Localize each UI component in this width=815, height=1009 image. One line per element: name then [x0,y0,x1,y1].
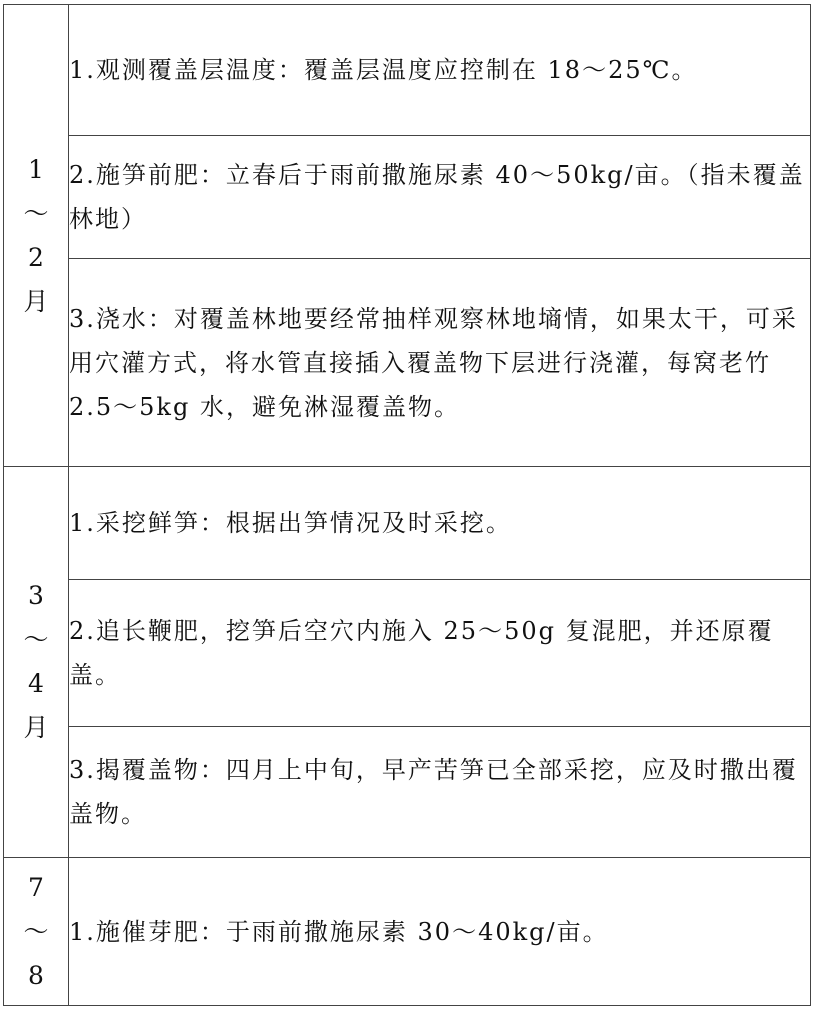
month-label: ～ [23,916,49,946]
month-cell-jan-feb [4,5,69,467]
month-label: 8 [28,960,44,990]
table-row [4,580,811,727]
month-label: 7 [28,872,44,902]
month-label: ～ [23,198,49,228]
month-label: 4 [28,669,44,698]
month-label: ～ [23,625,49,654]
month-label: 月 [23,713,49,742]
month-cell-jul-aug [4,858,69,1006]
table-row [4,259,811,467]
task-cell [69,136,811,259]
task-text: 1.施催芽肥：于雨前撒施尿素 30～40kg/亩。 [69,917,609,946]
table-row [4,467,811,580]
month-label: 2 [28,242,44,272]
task-text: 3.揭覆盖物：四月上中旬，早产苦笋已全部采挖，应及时撒出覆盖物。 [69,756,798,828]
table-row [4,5,811,136]
schedule-table [3,4,811,1006]
task-text: 1.观测覆盖层温度：覆盖层温度应控制在 18～25℃。 [69,56,698,84]
table-row [4,136,811,259]
month-label: 月 [23,286,49,316]
task-text: 3.浇水：对覆盖林地要经常抽样观察林地墒情，如果太干，可采用穴灌方式，将水管直接插入覆盖物下层进行浇灌，每窝老竹 2.5～5kg 水，避免淋湿覆盖物。 [69,304,798,421]
task-text: 1.采挖鲜笋：根据出笋情况及时采挖。 [69,509,512,537]
month-cell-mar-apr [4,467,69,858]
task-text: 2.施笋前肥：立春后于雨前撒施尿素 40～50kg/亩。（指未覆盖林地） [69,161,805,233]
table-row [4,858,811,1006]
table-row [4,727,811,858]
task-cell [69,727,811,858]
task-cell [69,580,811,727]
task-text: 2.追长鞭肥，挖笋后空穴内施入 25～50g 复混肥，并还原覆盖。 [69,617,774,689]
month-label: 3 [28,581,44,610]
task-cell [69,5,811,136]
task-cell [69,858,811,1006]
month-label: 1 [28,154,44,184]
task-cell [69,467,811,580]
task-cell [69,259,811,467]
